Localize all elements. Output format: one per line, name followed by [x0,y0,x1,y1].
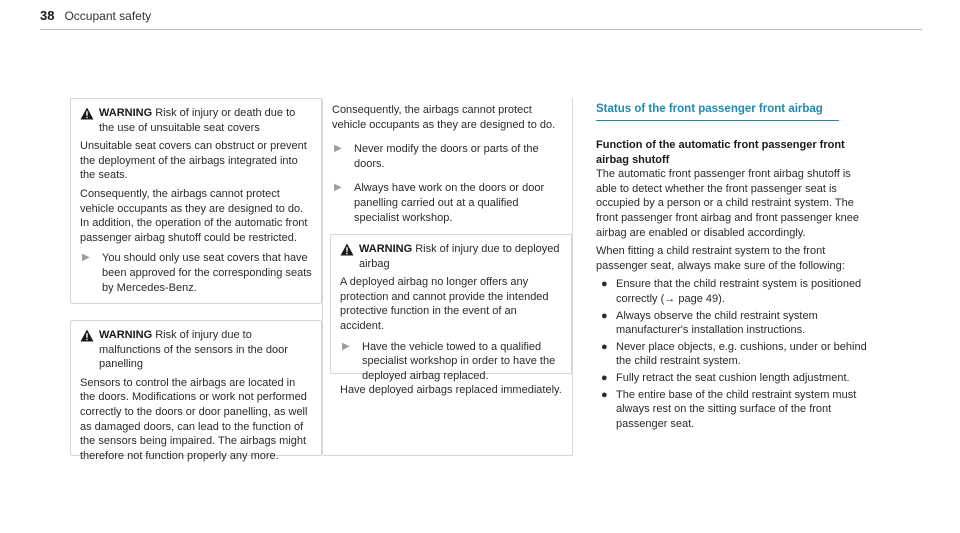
warning-triangle-icon [80,107,94,120]
warning-title-text: Risk of injury due to malfunctions of the sensors in the door panelling [99,329,288,371]
action-text: Have the vehicle towed to a qualified specialist workshop in order to have the deployed airbag replaced. [362,340,556,382]
action-text: Always have work on the doors or door panelling carried out at a qualified specialist workshop. [354,182,545,224]
bullet-icon: ● [601,388,608,401]
bullet-list [596,277,871,431]
body-paragraph: When fitting a child restraint system to the front passenger seat, always make sure of the following: [596,245,845,272]
warning-box-deployed-airbag [330,234,572,382]
warning-paragraph: Consequently, the airbags cannot protect vehicle occupants as they are designed to do. In addition, the operation of the automatic front passenger airbag shutoff could be restricted. [80,187,308,244]
continued-paragraph: Consequently, the airbags cannot protect vehicle occupants as they are designed to do. [332,104,556,131]
action-arrow-icon: ▶ [334,182,342,194]
bullet-icon: ● [601,278,608,291]
section-title: Status of the front passenger front airbag [596,102,839,121]
bullet-icon: ● [601,371,608,384]
warning-triangle-icon [80,329,94,342]
page-number: 38 [40,8,55,23]
list-item: ● Never place objects, e.g. cushions, under or behind the child restraint system. [601,340,867,368]
warning-header [340,242,562,271]
column-3 [596,102,871,433]
action-item [340,340,562,384]
action-item [332,181,563,225]
list-item: ● Fully retract the seat cushion length adjustment. [601,371,850,384]
warning-paragraph: Sensors to control the airbags are located in the doors. Modifications or work not performed correctly to the doors or door panelling, as well as damaged doors, can lead to the function of the sensors being impaired. The airbags might therefore not function properly any more. [80,376,308,462]
warning-header [80,106,312,135]
action-arrow-icon: ▶ [82,252,90,264]
bullet-icon: ● [601,309,608,322]
action-item [332,142,563,171]
warning-title [99,106,312,135]
action-text: You should only use seat covers that have been approved for the corresponding seats by Mercedes-Benz. [102,252,312,294]
section-name: Occupant safety [64,9,152,23]
warning-label: WARNING [359,243,413,255]
bullet-icon: ● [601,340,608,353]
warning-title-text: Risk of injury due to deployed airbag [359,243,560,270]
page-header [40,8,151,24]
warning-paragraph: A deployed airbag no longer offers any protection and cannot provide the intended protective function in the event of an accident. [340,276,549,332]
action-item [80,251,312,295]
subheading: Function of the automatic front passenger front airbag shutoff [596,139,845,166]
warning-box-door-sensors [70,320,322,462]
body-paragraph: The automatic front passenger front airbag shutoff is able to detect whether the front passenger seat is occupied by a person or a child restraint system. The front passenger front airbag and front passenger knee airbag are enabled or disabled accordingly. [596,168,859,239]
warning-label: WARNING [99,107,153,119]
header-divider [40,29,922,30]
warning-box-seat-covers [70,98,322,304]
warning-header [80,328,312,372]
action-text: Never modify the doors or parts of the doors. [354,143,539,170]
warning-title [359,242,562,271]
action-arrow-icon: ▶ [334,143,342,155]
action-arrow-icon: ▶ [342,340,350,352]
warning-title [99,328,312,372]
note-paragraph: Have deployed airbags replaced immediately. [340,384,562,396]
list-item: ● Ensure that the child restraint system is positioned correctly (→ page 49). [601,278,862,305]
list-item: ● Always observe the child restraint system manufacturer's installation instructions. [601,309,818,337]
warning-triangle-icon [340,243,354,256]
list-item: ● The entire base of the child restraint system must always rest on the sitting surface of the front passenger seat. [601,388,857,430]
warning-title-text: Risk of injury or death due to the use of unsuitable seat covers [99,107,296,134]
warning-paragraph: Unsuitable seat covers can obstruct or prevent the deployment of the airbags integrated into the seats. [80,140,307,182]
warning-label: WARNING [99,329,153,341]
